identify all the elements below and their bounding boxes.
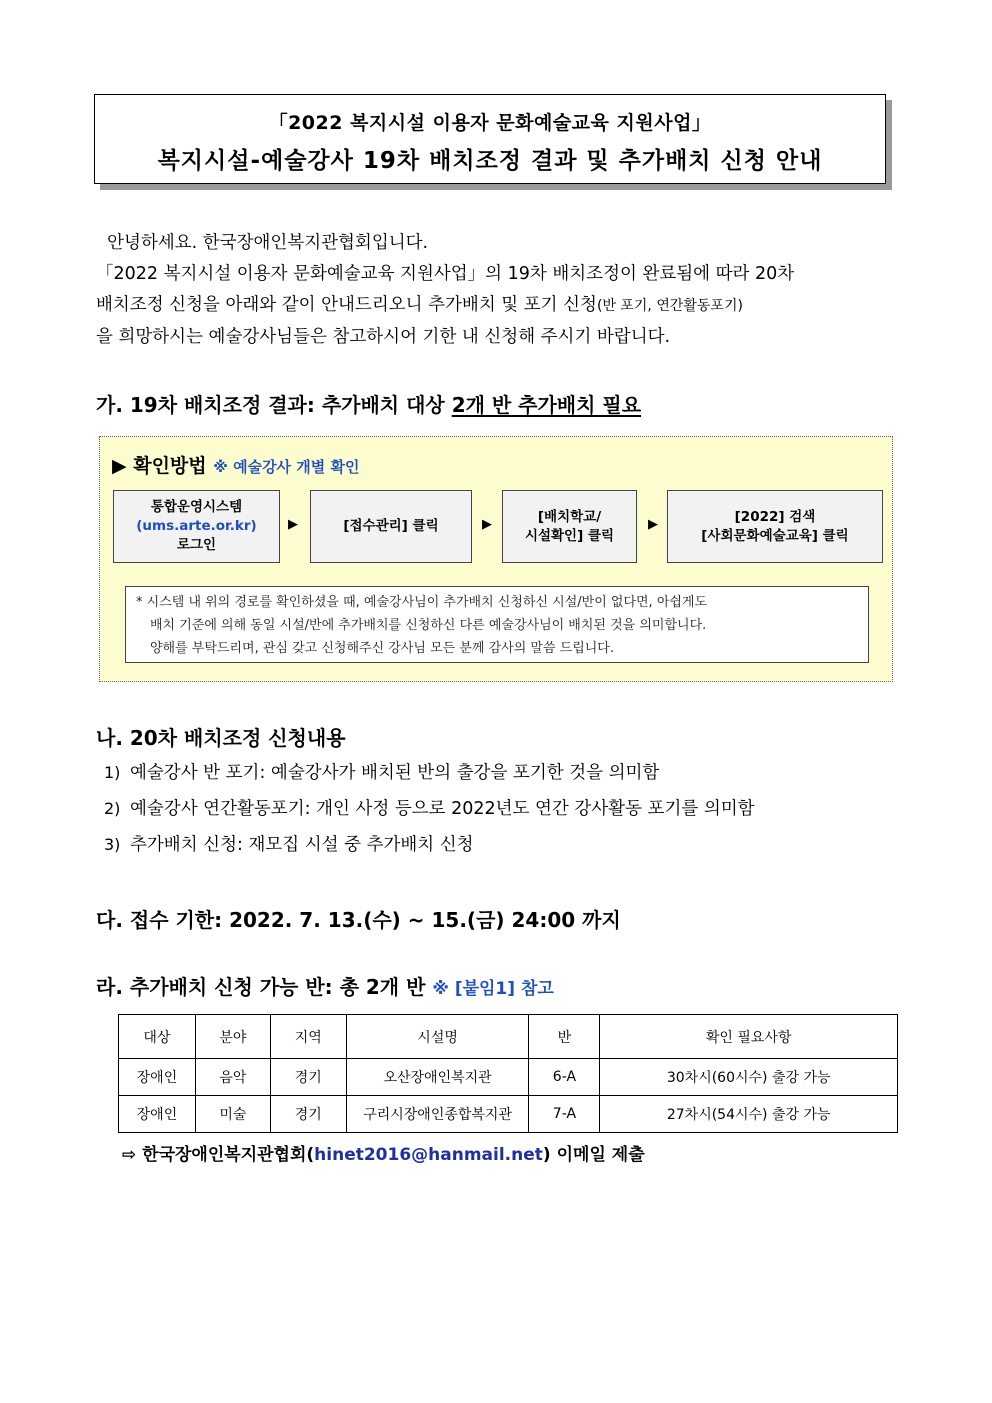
section-a-highlight: 2개 반 추가배치 필요	[451, 393, 642, 417]
document-title-box	[94, 94, 886, 184]
available-classes-table	[118, 1014, 898, 1133]
header-target: 대상	[119, 1015, 196, 1059]
step-arrow-icon: ▶	[482, 517, 492, 532]
step-login: 통합운영시스템 (ums.arte.or.kr) 로그인	[113, 490, 280, 563]
header-requirements: 확인 필요사항	[600, 1015, 898, 1059]
check-method-title: ▶ 확인방법 ※ 예술강사 개별 확인	[112, 455, 360, 477]
section-c-heading: 다. 접수 기한: 2022. 7. 13.(수) ~ 15.(금) 24:00 까지	[96, 908, 621, 932]
intro-line-3: 을 희망하시는 예술강사님들은 참고하시어 기한 내 신청해 주시기 바랍니다.	[96, 327, 671, 347]
step-search: [2022] 검색 [사회문화예술교육] 클릭	[667, 490, 883, 563]
attachment-reference: ※ [붙임1] 참고	[432, 979, 554, 999]
step-assignment-check: [배치학교/ 시설확인] 클릭	[502, 490, 637, 563]
check-method-note: ※ 예술강사 개별 확인	[213, 458, 360, 476]
intro-line-1: 「2022 복지시설 이용자 문화예술교육 지원사업」의 19차 배치조정이 완료됨에 따라 20차	[96, 264, 795, 284]
step-reception-management: [접수관리] 클릭	[310, 490, 472, 563]
application-types-list	[104, 758, 894, 866]
check-method-box	[99, 436, 893, 682]
section-a-heading: 가. 19차 배치조정 결과: 추가배치 대상 2개 반 추가배치 필요	[96, 393, 642, 417]
header-field: 분야	[195, 1015, 270, 1059]
section-b-heading: 나. 20차 배치조정 신청내용	[96, 726, 346, 750]
notice-line-2: 배치 기준에 의해 동일 시설/반에 추가배치를 신청하신 다른 예술강사님이 배치된 것을 의미합니다.	[150, 618, 707, 633]
submission-email-link[interactable]: hinet2016@hanmail.net	[314, 1145, 543, 1165]
intro-line-2: 배치조정 신청을 아래와 같이 안내드리오니 추가배치 및 포기 신청(반 포기, 연간활동포기)	[96, 295, 743, 315]
submission-instruction: ⇨ 한국장애인복지관협회(hinet2016@hanmail.net) 이메일 제출	[122, 1145, 645, 1165]
header-class: 반	[529, 1015, 600, 1059]
header-region: 지역	[270, 1015, 346, 1059]
title-main: 복지시설-예술강사 19차 배치조정 결과 및 추가배치 신청 안내	[157, 148, 823, 174]
title-program-name: 「2022 복지시설 이용자 문화예술교육 지원사업」	[268, 112, 712, 134]
step-arrow-icon: ▶	[288, 517, 298, 532]
section-d-heading: 라. 추가배치 신청 가능 반: 총 2개 반 ※ [붙임1] 참고	[96, 975, 554, 999]
table-header-row	[119, 1015, 898, 1059]
system-url: (ums.arte.or.kr)	[136, 518, 257, 534]
intro-greeting: 안녕하세요. 한국장애인복지관협회입니다.	[107, 233, 429, 253]
check-notice-box	[125, 586, 869, 663]
list-item: 3) 추가배치 신청: 재모집 시설 중 추가배치 신청	[104, 835, 474, 855]
notice-line-1: * 시스템 내 위의 경로를 확인하셨을 때, 예술강사님이 추가배치 신청하신 시설/반이 없다면, 아쉽게도	[136, 595, 708, 610]
list-item: 2) 예술강사 연간활동포기: 개인 사정 등으로 2022년도 연간 강사활동 포기를 의미함	[104, 799, 755, 819]
table-row: 장애인 미술 경기 구리시장애인종합복지관 7-A 27차시(54시수) 출강 가능	[119, 1096, 898, 1133]
header-facility: 시설명	[346, 1015, 529, 1059]
notice-line-3: 양해를 부탁드리며, 관심 갖고 신청해주신 강사님 모든 분께 감사의 말씀 드립니다.	[150, 641, 615, 656]
intro-paragraph	[96, 228, 916, 353]
step-arrow-icon: ▶	[648, 517, 658, 532]
list-item: 1) 예술강사 반 포기: 예술강사가 배치된 반의 출강을 포기한 것을 의미함	[104, 763, 660, 783]
table-row: 장애인 음악 경기 오산장애인복지관 6-A 30차시(60시수) 출강 가능	[119, 1059, 898, 1096]
